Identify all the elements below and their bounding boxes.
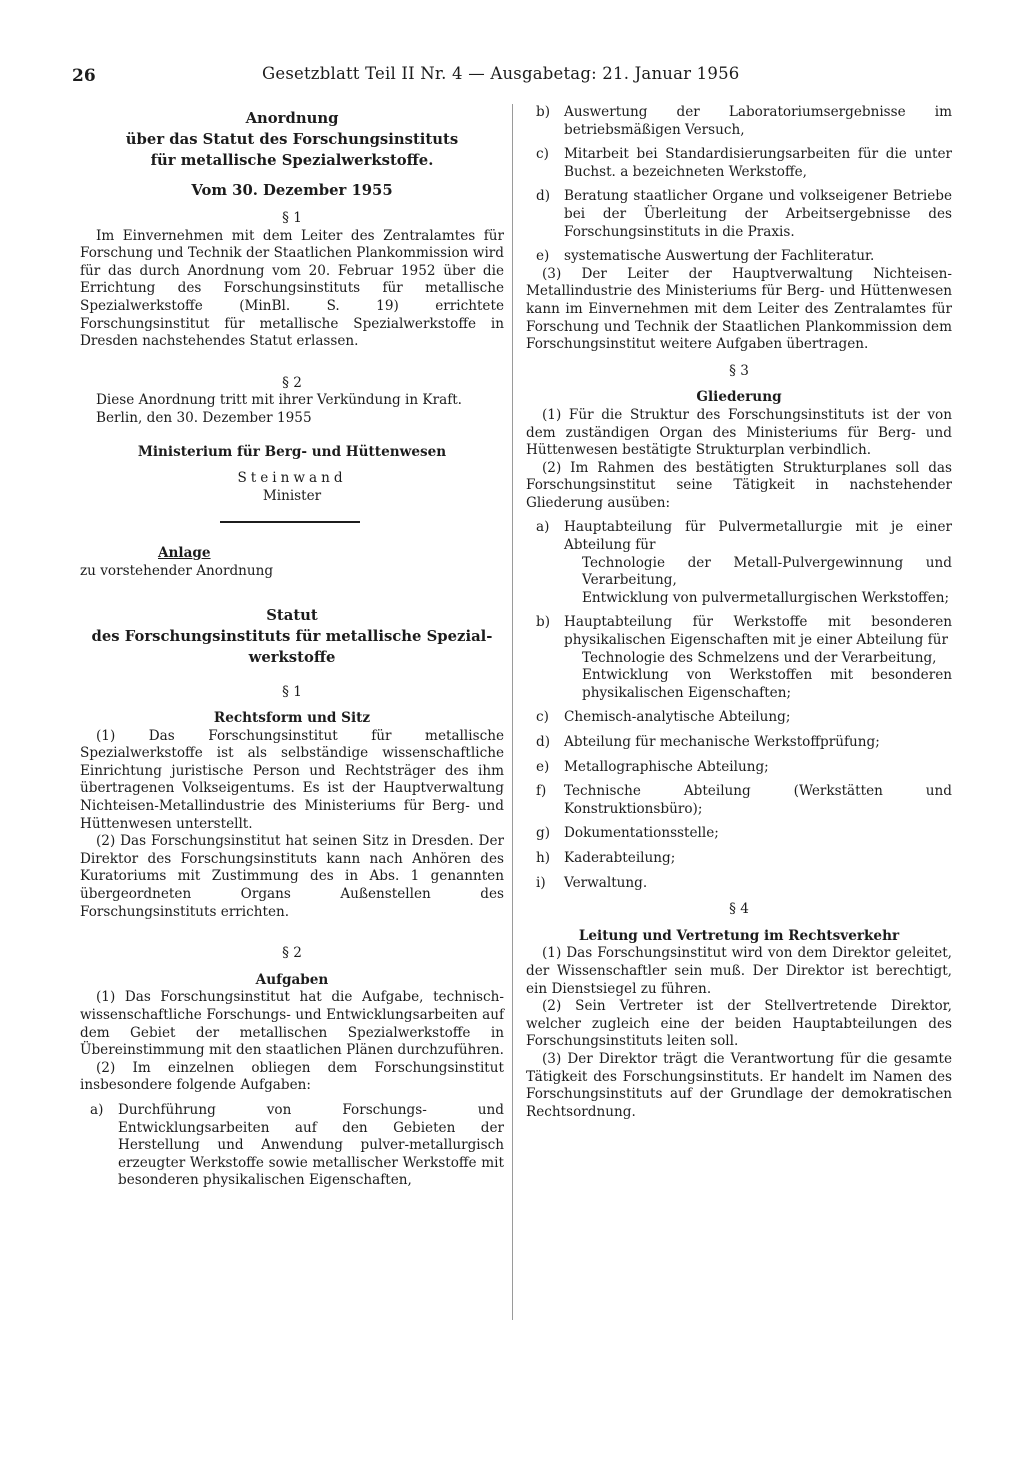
column-divider [512,104,513,1320]
structure-item-a [526,519,952,554]
structure-item-a-sub-2: Entwicklung von pulvermetallurgischen Werkstoffen; [582,589,950,606]
section-1-heading: § 1 [282,210,302,226]
structure-item-d-label: d) [536,734,551,750]
structure-item-e-text: Metallographische Abteilung; [564,758,769,775]
task-item-e-label: e) [536,248,550,265]
task-item-c-label: c) [536,146,549,163]
structure-item-b-text: Hauptabteilung für Werkstoffe mit besonderen physikalischen Eigenschaften mit je einer Abteilung für [564,614,952,649]
structure-item-d [526,734,952,752]
task-item-c-text: Mitarbeit bei Standardisierungsarbeiten für die unter Buchst. a bezeichneten Werkstoffe, [564,146,952,180]
structure-item-h-text: Kaderabteilung; [564,849,676,866]
par-1-abs-2: (2) Das Forschungsinstitut hat seinen Sitz in Dresden. Der Direktor des Forschungsinstituts kann nach Anhören des Kuratoriums mit Zustimmung des in Abs. 1 genannten übergeordneten Organs Außenstellen des Forschungsinstituts errichten. [80,833,504,920]
task-item-e [526,248,952,266]
par-2-abs-1: (1) Das Forschungsinstitut hat die Aufgabe, technisch-wissenschaftliche Forschungs- und Entwicklungsarbeiten auf dem Gebiet der metallischen Spezialwerkstoffe in Übereinstimmung mit den staatlichen Plänen durchzuführen. [80,989,504,1059]
structure-item-h [526,850,952,868]
statut-par-4-heading: § 4 [729,901,749,918]
place-date: Berlin, den 30. Dezember 1955 [96,409,312,426]
ministry-name: Ministerium für Berg- und Hüttenwesen [137,443,447,460]
statut-par-2-heading: § 2 [282,945,302,962]
statut-title-2: des Forschungsinstituts für metallische Spezial- [91,627,493,645]
left-column [80,108,504,1190]
structure-item-a-label: a) [536,519,550,536]
structure-item-h-label: h) [536,849,551,866]
structure-item-a-sub-1: Technologie der Metall-Pulvergewinnung und Verarbeitung, [582,554,952,589]
structure-item-f-label: f) [536,783,547,800]
statut-par-1-heading: § 1 [282,683,302,700]
section-2-heading: § 2 [282,374,302,391]
structure-item-b-sub-1: Technologie des Schmelzens und der Verarbeitung, [582,649,937,666]
structure-item-d-text: Abteilung für mechanische Werkstoffprüfung; [564,734,880,750]
task-item-a-text: Durchführung von Forschungs- und Entwicklungsarbeiten auf den Gebieten der Herstellung und Anwendung pulver-metallurgisch erzeugter Werkstoffe sowie metallischer Werkstoffe mit besonderen physikalischen Eigenschaften, [118,1101,504,1189]
statut-par-2-title: Aufgaben [255,971,329,988]
structure-item-c-label: c) [536,709,549,726]
structure-item-f-text: Technische Abteilung (Werkstätten und Konstruktionsbüro); [564,783,952,817]
task-item-c [526,146,952,181]
statut-title-3: werkstoffe [248,648,336,666]
structure-item-e [526,759,952,777]
structure-item-g [526,825,952,843]
signer-name: Steinwand [237,470,347,487]
structure-item-a-text: Hauptabteilung für Pulvermetallurgie mit je einer Abteilung für [564,519,952,554]
structure-item-i-label: i) [536,874,546,891]
par-4-abs-1: (1) Das Forschungsinstitut wird von dem Direktor geleitet, der Wissenschaftler sein muß. Der Direktor ist berechtigt, ein Dienstsiegel zu führen. [526,945,952,997]
anlage-heading: Anlage [158,545,211,562]
task-item-b-text: Auswertung der Laboratoriumsergebnisse im betriebsmäßigen Versuch, [564,104,952,138]
title-anordnung: Anordnung [245,110,339,127]
task-item-d [526,188,952,241]
title-date: Vom 30. Dezember 1955 [191,182,393,199]
structure-item-b-label: b) [536,614,551,631]
structure-item-b [526,614,952,649]
running-header: Gesetzblatt Teil II Nr. 4 — Ausgabetag: 21. Januar 1956 [262,64,740,83]
structure-item-c-text: Chemisch-analytische Abteilung; [564,709,791,726]
section-2-text: Diese Anordnung tritt mit ihrer Verkündung in Kraft. [96,392,463,409]
structure-item-i [526,875,952,893]
section-1-text: Im Einvernehmen mit dem Leiter des Zentralamtes für Forschung und Technik der Staatlichen Plankommission wird für das durch Anordnung vom 20. Februar 1952 über die Errichtung des Forschungsinstituts für metallische Spezialwerkstoffe (MinBl. S. 19) errichtete Forschungsinstitut für metallische Spezialwerkstoffe in Dresden nachstehendes Statut erlassen. [80,227,504,350]
structure-item-e-label: e) [536,758,550,775]
task-item-a-label: a) [90,1101,104,1118]
par-4-abs-3: (3) Der Direktor trägt die Verantwortung für die gesamte Tätigkeit des Forschungsinstituts. Er handelt im Namen des Forschungsinstituts auf der Grundlage der demokratischen Rechtsordnung. [526,1050,952,1120]
task-item-d-text: Beratung staatlicher Organe und volkseigener Betriebe bei der Überleitung der Arbeitsergebnisse des Forschungsinstituts in die Praxis. [564,188,952,240]
par-3-abs-1: (1) Für die Struktur des Forschungsinstituts ist der von dem zuständigen Organ des Ministeriums für Berg- und Hüttenwesen bestätigte Strukturplan verbindlich. [526,406,952,459]
statut-par-1-title: Rechtsform und Sitz [213,710,371,727]
task-item-b-label: b) [536,104,551,120]
task-item-d-label: d) [536,188,551,205]
structure-item-g-text: Dokumentationsstelle; [564,825,719,842]
structure-item-i-text: Verwaltung. [564,874,648,891]
task-item-b [526,104,952,139]
structure-item-b-sub-2: Entwicklung von Werkstoffen mit besonderen physikalischen Eigenschaften; [582,667,952,701]
right-column [526,104,952,1121]
par-1-abs-1: (1) Das Forschungsinstitut für metallische Spezialwerkstoffe ist als selbständige wissenschaftliche Einrichtung juristische Person und Rechtsträger des ihm übertragenen Volkseigentums. Es ist der Hauptverwaltung Nichteisen-Metallindustrie des Ministeriums für Berg- und Hüttenwesen unterstellt. [80,727,504,832]
par-3-abs-2: (2) Im Rahmen des bestätigten Strukturplanes soll das Forschungsinstitut seine Tätigkeit in nachstehender Gliederung ausüben: [526,459,952,511]
page-number: 26 [72,66,96,86]
structure-item-g-label: g) [536,825,551,842]
par-2-abs-2: (2) Im einzelnen obliegen dem Forschungsinstitut insbesondere folgende Aufgaben: [80,1059,504,1094]
task-item-e-text: systematische Auswertung der Fachliteratur. [564,248,875,265]
title-line-3: für metallische Spezialwerkstoffe. [150,152,434,169]
statut-par-3-title: Gliederung [696,389,782,406]
statut-title: Statut [266,606,318,624]
signer-title: Minister [262,487,322,504]
par-2-abs-3: (3) Der Leiter der Hauptverwaltung Nichteisen-Metallindustrie des Ministeriums für Berg- und Hüttenwesen kann im Einvernehmen mit dem Leiter des Zentralamtes für Forschung und Technik der Staatlichen Plankommission dem Forschungsinstitut weitere Aufgaben übertragen. [526,265,952,353]
statut-par-4-title: Leitung und Vertretung im Rechtsverkehr [578,927,900,944]
par-4-abs-2: (2) Sein Vertreter ist der Stellvertretende Direktor, welcher zugleich eine der beiden Hauptabteilungen des Forschungsinstituts leiten soll. [526,998,952,1050]
statut-par-3-heading: § 3 [729,362,749,379]
separator-rule [220,521,360,523]
structure-item-f [526,783,952,818]
structure-item-c [526,709,952,727]
title-line-2: über das Statut des Forschungsinstituts [125,131,459,148]
anlage-subtitle: zu vorstehender Anordnung [80,562,274,579]
task-item-a [80,1102,504,1190]
